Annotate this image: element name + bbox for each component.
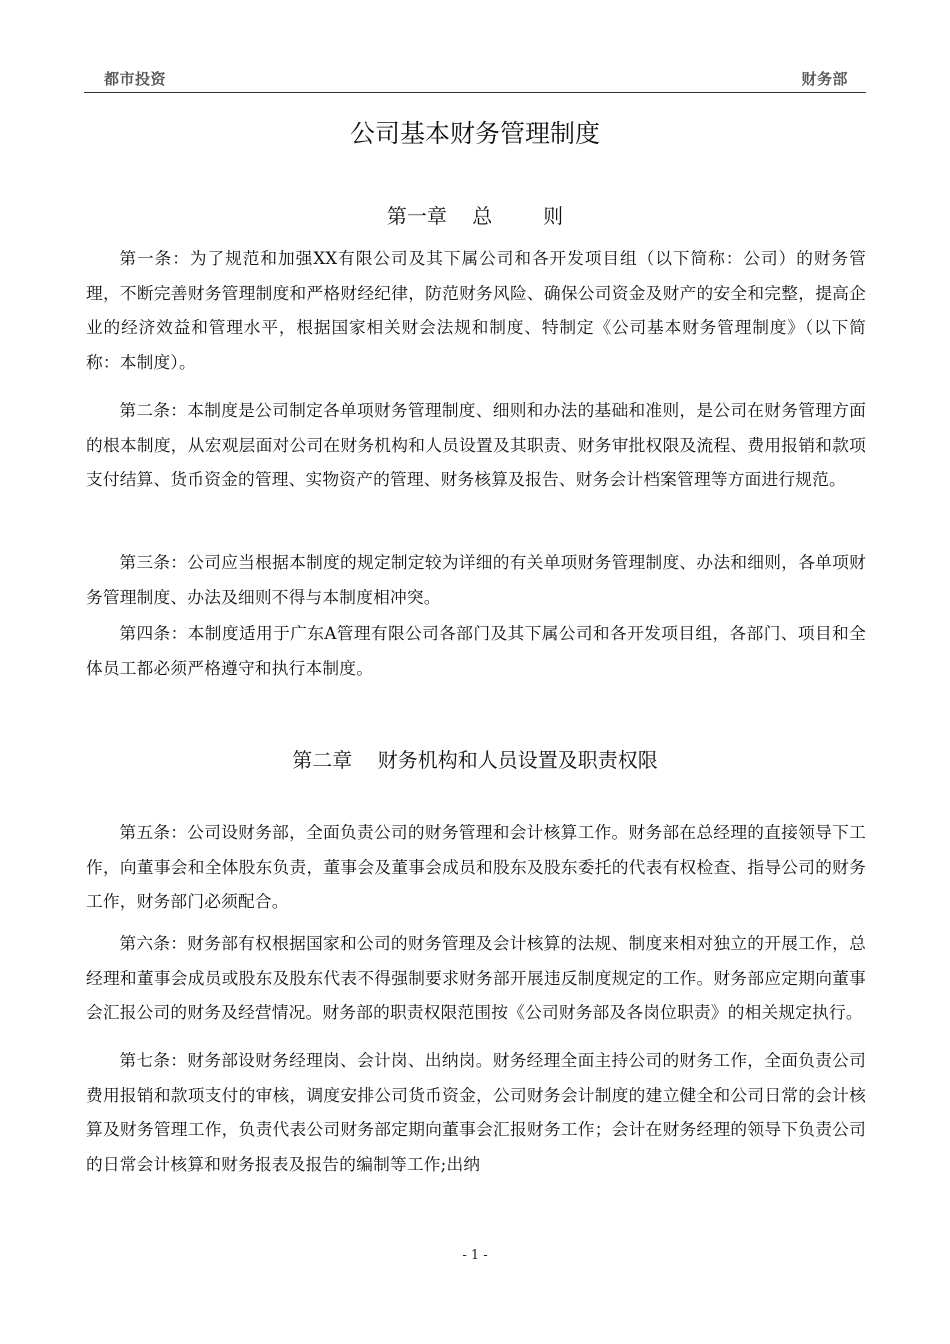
article-2: 第二条：本制度是公司制定各单项财务管理制度、细则和办法的基础和准则，是公司在财务管理方面的根本制度，从宏观层面对公司在财务机构和人员设置及其职责、财务审批权限及流程、费用报销和款项支付结算、货币资金的管理、实物资产的管理、财务核算及报告、财务会计档案管理等方面进行规范。: [86, 400, 866, 490]
article-4: 第四条：本制度适用于广东A管理有限公司各部门及其下属公司和各开发项目组，各部门、项目和全体员工都必须严格遵守和执行本制度。: [86, 623, 866, 678]
article-5: 第五条：公司设财务部，全面负责公司的财务管理和会计核算工作。财务部在总经理的直接领导下工作，向董事会和全体股东负责，董事会及董事会成员和股东及股东委托的代表有权检查、指导公司的财务工作，财务部门必须配合。: [86, 822, 866, 912]
header-divider: [84, 92, 866, 93]
article-6: 第六条：财务部有权根据国家和公司的财务管理及会计核算的法规、制度来相对独立的开展工作，总经理和董事会成员或股东及股东代表不得强制要求财务部开展违反制度规定的工作。财务部应定期向董事会汇报公司的财务及经营情况。财务部的职责权限范围按《公司财务部及各岗位职责》的相关规定执行。: [86, 933, 866, 1023]
article-3: 第三条：公司应当根据本制度的规定制定较为详细的有关单项财务管理制度、办法和细则，各单项财务管理制度、办法及细则不得与本制度相冲突。: [86, 552, 866, 607]
document-title: 公司基本财务管理制度: [349, 119, 600, 148]
article-7: 第七条：财务部设财务经理岗、会计岗、出纳岗。财务经理全面主持公司的财务工作，全面负责公司费用报销和款项支付的审核，调度安排公司货币资金，公司财务会计制度的建立健全和公司日常的会计核算及财务管理工作，负责代表公司财务部定期向董事会汇报财务工作；会计在财务经理的领导下负责公司的日常会计核算和财务报表及报告的编制等工作;出纳: [86, 1050, 866, 1175]
header-department: 财务部: [801, 70, 848, 88]
header-company-name: 都市投资: [104, 70, 167, 88]
article-1: 第一条：为了规范和加强XX有限公司及其下属公司和各开发项目组（以下简称：公司）的财务管理，不断完善财务管理制度和严格财经纪律，防范财务风险、确保公司资金及财产的安全和完整，提高企业的经济效益和管理水平，根据国家相关财会法规和制度、特制定《公司基本财务管理制度》（以下简称：本制度）。: [86, 248, 866, 373]
chapter-1-heading: 第一章 总 则: [386, 204, 564, 228]
chapter-2-heading: 第二章 财务机构和人员设置及职责权限: [292, 748, 658, 772]
page-number: - 1 -: [462, 1248, 488, 1263]
